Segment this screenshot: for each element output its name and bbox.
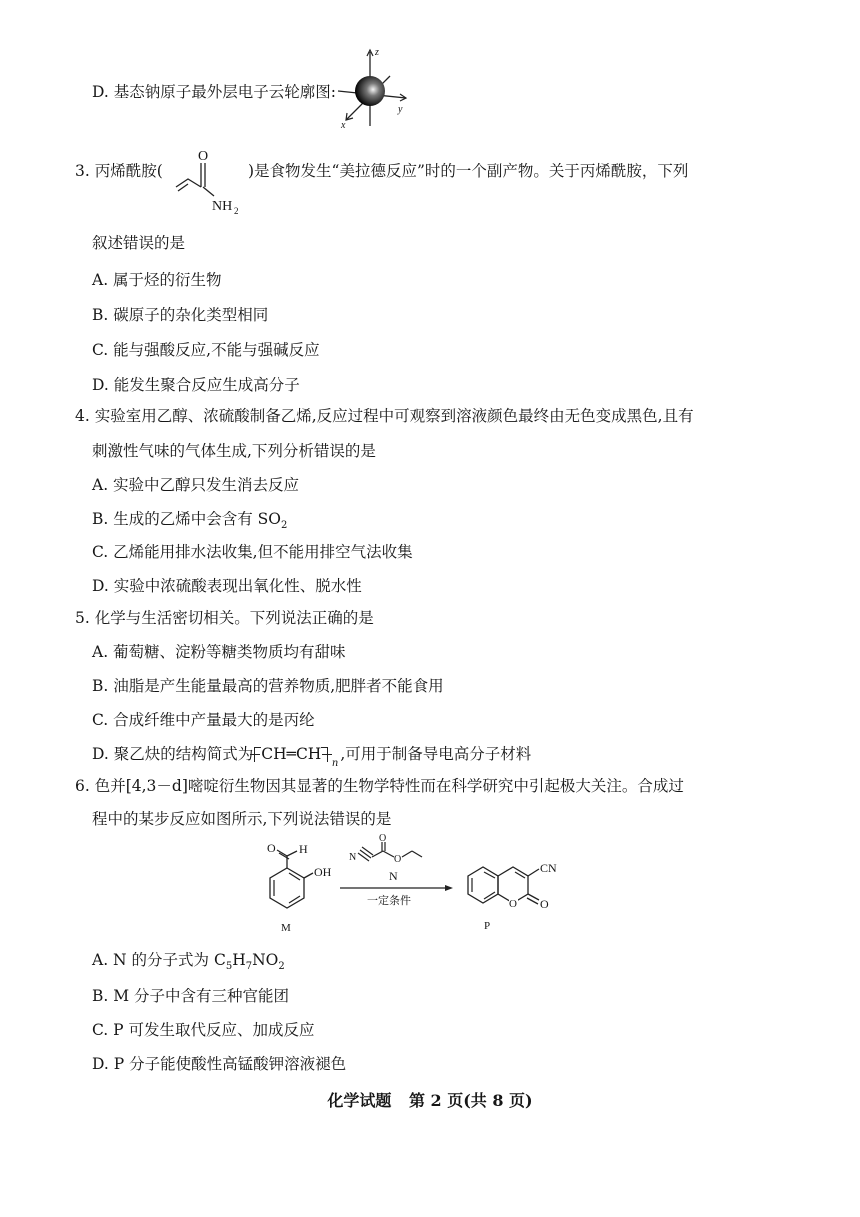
q3-option-d: D. 能发生聚合反应生成高分子 [92, 376, 300, 394]
q3-option-a: A. 属于烃的衍生物 [92, 271, 222, 289]
compound-p-label: P [484, 920, 491, 932]
q4-option-a: A. 实验中乙醇只发生消去反应 [92, 476, 300, 494]
footer-subject: 化学试题 [327, 1091, 392, 1110]
compound-n-structure [349, 833, 422, 865]
axis-y-label: y [398, 104, 403, 115]
svg-text:H: H [299, 842, 308, 856]
reaction-condition: 一定条件 [367, 895, 411, 907]
q6-option-b: B. M 分子中含有三种官能团 [92, 987, 290, 1005]
reagent-n-label: N [389, 869, 398, 883]
q5-option-b: B. 油脂是产生能量最高的营养物质,肥胖者不能食用 [92, 677, 444, 695]
reaction-scheme [265, 833, 585, 938]
q5-option-a: A. 葡萄糖、淀粉等糖类物质均有甜味 [92, 643, 346, 661]
svg-text:CN: CN [540, 861, 557, 875]
compound-m-label: M [281, 922, 291, 934]
q4-option-d: D. 实验中浓硫酸表现出氧化性、脱水性 [92, 577, 362, 595]
q2-option-d: D. 基态钠原子最外层电子云轮廓图: [92, 83, 336, 101]
acrylamide-oxygen: O [198, 149, 209, 164]
axis-x-label: x [341, 120, 346, 131]
compound-m-structure [267, 841, 332, 934]
q6-option-d: D. P 分子能使酸性高锰酸钾溶液褪色 [92, 1055, 347, 1073]
page-footer [0, 1088, 860, 1111]
acrylamide-nh: NH [212, 199, 233, 214]
svg-text:O: O [540, 897, 549, 911]
q4-stem-line1: 4. 实验室用乙醇、浓硫酸制备乙烯,反应过程中可观察到溶液颜色最终由无色变成黑色,且有 [75, 407, 694, 425]
q3-stem-end: )是食物发生“美拉德反应”时的一个副产物。关于丙烯酰胺，下列 [248, 162, 689, 180]
q5-stem: 5. 化学与生活密切相关。下列说法正确的是 [75, 609, 374, 627]
q5-option-c: C. 合成纤维中产量最大的是丙纶 [92, 711, 315, 729]
axis-z-label: z [375, 47, 379, 58]
q6-option-c: C. P 可发生取代反应、加成反应 [92, 1021, 315, 1039]
q4-stem-line2: 刺激性气味的气体生成,下列分析错误的是 [92, 442, 376, 460]
svg-text:O: O [509, 898, 517, 910]
q3-stem-start: 3. 丙烯酰胺( [75, 162, 163, 180]
acrylamide-structure [168, 145, 258, 215]
svg-text:OH: OH [314, 865, 332, 879]
polyacetylene-formula: CH═CH n [253, 744, 330, 764]
svg-text:O: O [394, 854, 402, 865]
q4-option-c: C. 乙烯能用排水法收集,但不能用排空气法收集 [92, 543, 413, 561]
q6-option-a: A. N 的分子式为 $C_5H_7NO_2$ [92, 951, 285, 973]
q5-option-d: D. 聚乙炔的结构简式为 CH═CH n ,可用于制备导电高分子材料 [92, 745, 532, 769]
footer-page-number: 第 2 页(共 8 页) [408, 1091, 533, 1110]
q3-stem-continued: 叙述错误的是 [92, 234, 186, 252]
acrylamide-nh-subscript: 2 [234, 206, 239, 216]
q6-stem-line1: 6. 色并[4,3－d]嘧啶衍生物因其显著的生物学特性而在科学研究中引起极大关注。合成过 [75, 777, 684, 795]
compound-p-structure [468, 861, 557, 932]
svg-text:O: O [267, 841, 276, 855]
q3-option-b: B. 碳原子的杂化类型相同 [92, 306, 269, 324]
q3-option-c: C. 能与强酸反应,不能与强碱反应 [92, 341, 320, 359]
q6-stem-line2: 程中的某步反应如图所示,下列说法错误的是 [92, 810, 392, 828]
q4-option-b: B. 生成的乙烯中会含有 $SO_2$ [92, 510, 288, 532]
svg-text:O: O [379, 833, 387, 844]
svg-text:N: N [349, 852, 357, 863]
sodium-3s-orbital-diagram [336, 46, 416, 136]
